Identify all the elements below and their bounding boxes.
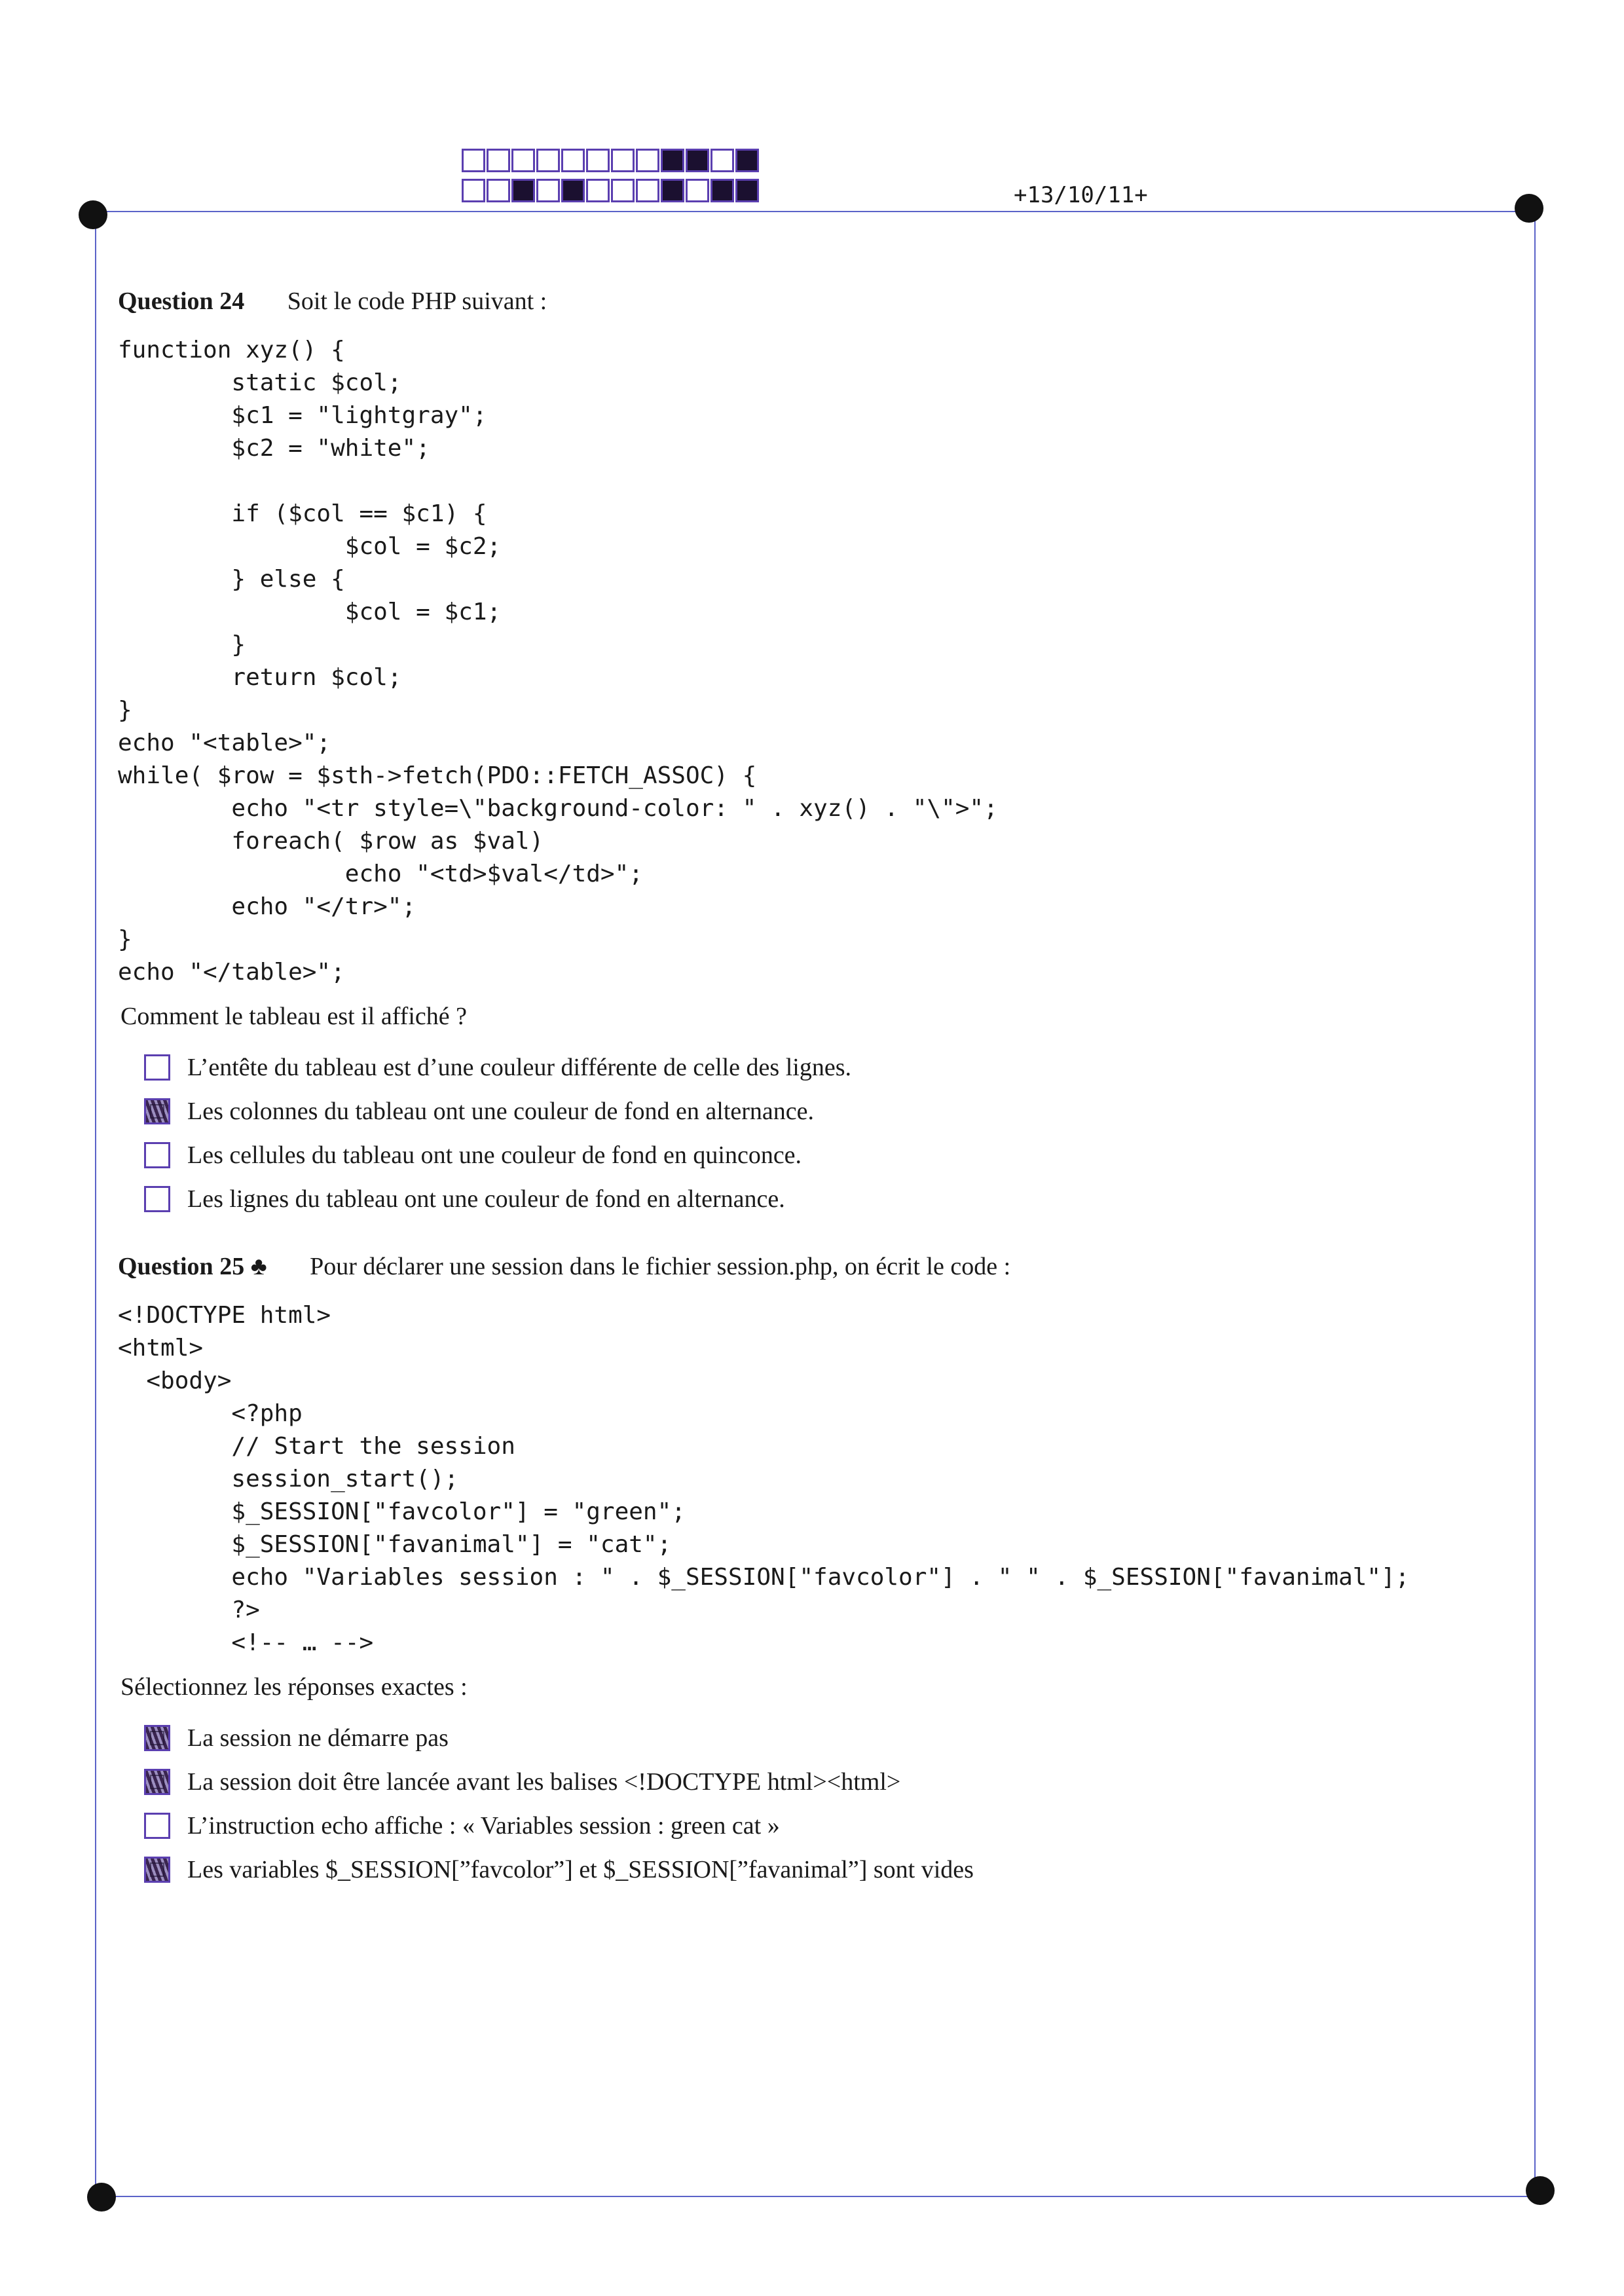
answer-text: La session doit être lancée avant les balises <!DOCTYPE html><html> <box>187 1768 901 1796</box>
id-code-cell <box>686 179 709 202</box>
id-code-cell <box>611 179 635 202</box>
question-25-code: <!DOCTYPE html> <html> <body> <?php // Start the session session_start(); $_SESSION["favcolor"] = "green"; $_SESSION["favanimal"] = "cat"; echo "Variables session : " . $_SESSION["favcolor"] . " " . $_SESSION["favanimal"]; ?> <!-- … --> <box>118 1302 1410 1656</box>
answer-checkbox[interactable] <box>144 1142 170 1168</box>
question-25-prompt: Sélectionnez les réponses exactes : <box>120 1673 468 1701</box>
answer-checkbox[interactable] <box>144 1769 170 1795</box>
id-code-cell <box>611 149 635 172</box>
id-code-cell <box>586 149 610 172</box>
answer-text: L’instruction echo affiche : « Variables session : green cat » <box>187 1811 780 1840</box>
question-24-code: function xyz() { static $col; $c1 = "lightgray"; $c2 = "white"; if ($col == $c1) { $col = $c2; } else { $col = $c1; } return $col; } echo "<table>"; while( $row = $sth->fetch(PDO::FETCH_ASSOC) { echo "<tr style=\"background-color: " . xyz() . "\">"; foreach( $row as $val) echo "<td>$val</td>"; echo "</tr>"; } echo "</table>"; <box>118 337 998 986</box>
question-25-number: Question 25 <box>118 1253 245 1280</box>
id-code-cell <box>710 179 734 202</box>
question-24-prompt: Comment le tableau est il affiché ? <box>120 1003 467 1030</box>
answer-checkbox[interactable] <box>144 1098 170 1124</box>
answer-option[interactable] <box>144 1716 1460 1760</box>
answer-checkbox[interactable] <box>144 1186 170 1212</box>
question-25-label <box>118 1253 267 1280</box>
id-code-grid <box>462 149 760 209</box>
answer-option[interactable] <box>144 1760 1460 1804</box>
question-24-text: Soit le code PHP suivant : <box>287 287 547 315</box>
question-25-header <box>118 1252 1460 1281</box>
answer-text: La session ne démarre pas <box>187 1724 449 1752</box>
id-code-cell <box>636 149 659 172</box>
id-code-cell <box>735 179 759 202</box>
id-code-cell <box>536 179 560 202</box>
id-code-cell <box>511 149 535 172</box>
id-code-row-1 <box>462 149 760 174</box>
id-code-cell <box>586 179 610 202</box>
answer-checkbox[interactable] <box>144 1857 170 1883</box>
answer-option[interactable] <box>144 1847 1460 1891</box>
question-24-label: Question 24 <box>118 287 245 315</box>
question-24-answers <box>144 1045 1460 1221</box>
id-code-cell <box>536 149 560 172</box>
answer-text: Les variables $_SESSION[”favcolor”] et $_SESSION[”favanimal”] sont vides <box>187 1855 974 1883</box>
id-code-row-2 <box>462 179 760 204</box>
id-code-cell <box>686 149 709 172</box>
answer-checkbox[interactable] <box>144 1725 170 1751</box>
corner-mark-top-right <box>1515 194 1543 223</box>
answer-text: L’entête du tableau est d’une couleur différente de celle des lignes. <box>187 1053 851 1081</box>
id-code-cell <box>735 149 759 172</box>
answer-option[interactable] <box>144 1089 1460 1133</box>
answer-checkbox[interactable] <box>144 1054 170 1081</box>
answer-option[interactable] <box>144 1045 1460 1089</box>
answer-text: Les colonnes du tableau ont une couleur de fond en alternance. <box>187 1097 815 1125</box>
id-code-cell <box>487 179 510 202</box>
answer-option[interactable] <box>144 1804 1460 1847</box>
club-icon: ♣ <box>250 1253 267 1280</box>
corner-mark-bottom-right <box>1526 2176 1555 2205</box>
question-25-answers <box>144 1716 1460 1891</box>
id-code-cell <box>511 179 535 202</box>
corner-mark-top-left <box>79 200 107 229</box>
answer-checkbox[interactable] <box>144 1813 170 1839</box>
corner-mark-bottom-left <box>87 2183 116 2212</box>
answer-text: Les cellules du tableau ont une couleur de fond en quinconce. <box>187 1141 802 1169</box>
question-24-header <box>118 287 1460 316</box>
answer-option[interactable] <box>144 1177 1460 1221</box>
id-code-cell <box>636 179 659 202</box>
answer-option[interactable] <box>144 1133 1460 1177</box>
id-code-cell <box>487 149 510 172</box>
id-code-cell <box>561 149 585 172</box>
exam-code: +13/10/11+ <box>1014 182 1148 208</box>
answer-text: Les lignes du tableau ont une couleur de fond en alternance. <box>187 1185 785 1213</box>
id-code-cell <box>561 179 585 202</box>
id-code-cell <box>661 149 684 172</box>
exam-content <box>118 287 1460 1891</box>
id-code-cell <box>462 179 485 202</box>
id-code-cell <box>661 179 684 202</box>
id-code-cell <box>462 149 485 172</box>
question-25-text: Pour déclarer une session dans le fichier session.php, on écrit le code : <box>310 1253 1011 1280</box>
id-code-cell <box>710 149 734 172</box>
